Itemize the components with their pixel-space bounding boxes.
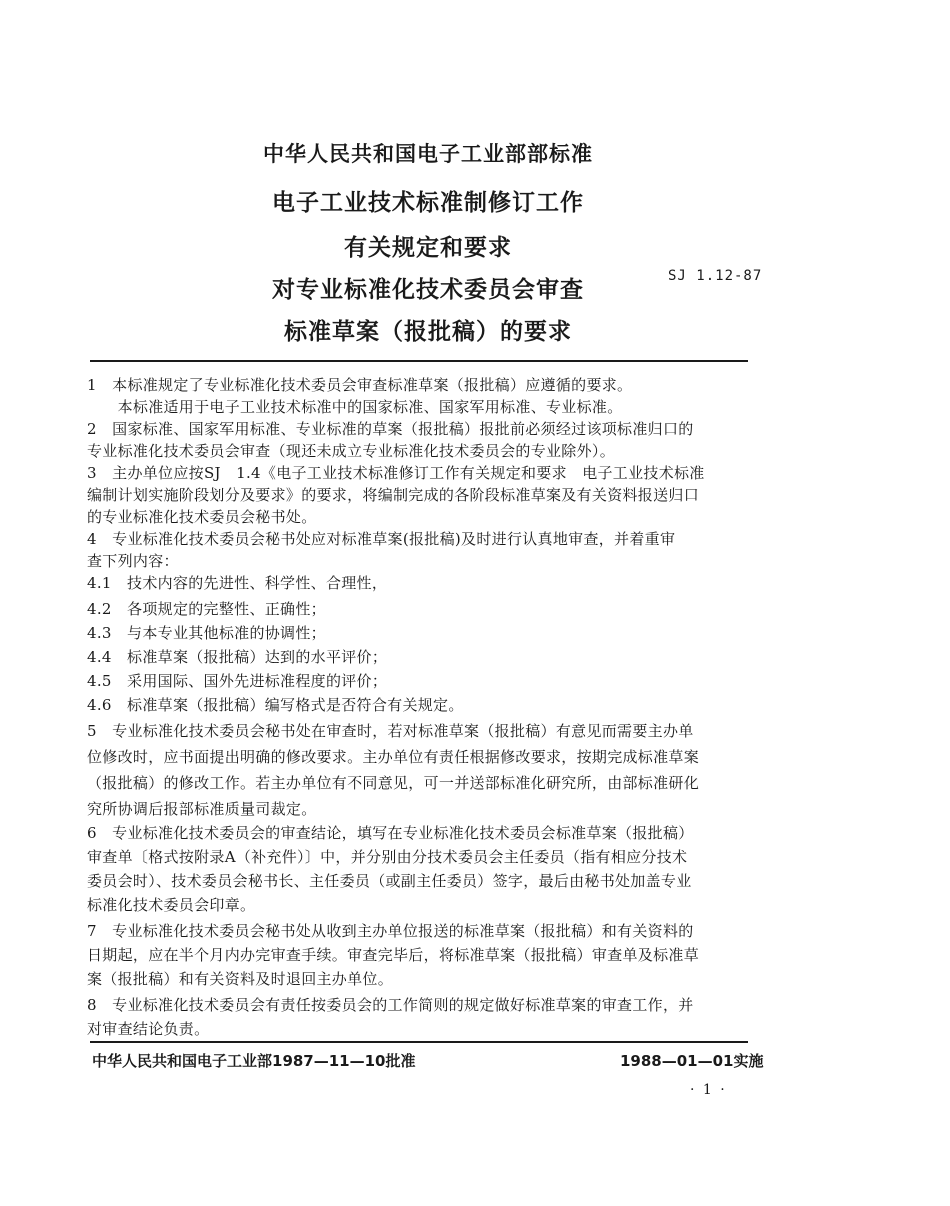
body-line: 4 专业标准化技术委员会秘书处应对标准草案(报批稿)及时进行认真地审查，并着重审 bbox=[87, 530, 676, 548]
approval-date: 中华人民共和国电子工业部1987—11—10批准 bbox=[92, 1052, 416, 1070]
body-line: 究所协调后报部标准质量司裁定。 bbox=[87, 800, 317, 818]
issuing-organization: 中华人民共和国电子工业部部标准 bbox=[263, 142, 593, 166]
body-line: 本标准适用于电子工业技术标准中的国家标准、国家军用标准、专业标准。 bbox=[87, 398, 623, 416]
standard-code: SJ 1.12-87 bbox=[668, 268, 763, 284]
title-line-3: 对专业标准化技术委员会审查 bbox=[272, 277, 584, 303]
body-line: 标准化技术委员会印章。 bbox=[87, 896, 256, 914]
body-line: 4.1 技术内容的先进性、科学性、合理性， bbox=[87, 574, 388, 592]
body-line: （报批稿）的修改工作。若主办单位有不同意见，可一并送部标准化研究所，由部标准研化 bbox=[87, 774, 700, 792]
body-line: 日期起，应在半个月内办完审查手续。审查完毕后，将标准草案（报批稿）审查单及标准草 bbox=[87, 946, 700, 964]
body-line: 1 本标准规定了专业标准化技术委员会审查标准草案（报批稿）应遵循的要求。 bbox=[87, 376, 633, 394]
footer-divider bbox=[90, 1041, 748, 1043]
title-line-1: 电子工业技术标准制修订工作 bbox=[272, 190, 584, 216]
body-line: 6 专业标准化技术委员会的审查结论，填写在专业标准化技术委员会标准草案（报批稿） bbox=[87, 824, 694, 842]
body-line: 的专业标准化技术委员会秘书处。 bbox=[87, 508, 317, 526]
body-line: 查下列内容： bbox=[87, 552, 179, 570]
title-line-2: 有关规定和要求 bbox=[344, 235, 512, 261]
body-line: 位修改时，应书面提出明确的修改要求。主办单位有责任根据修改要求，按期完成标准草案 bbox=[87, 748, 700, 766]
body-line: 审查单〔格式按附录A（补充件）〕中，并分别由分技术委员会主任委员（指有相应分技术 bbox=[87, 848, 688, 866]
body-line: 7 专业标准化技术委员会秘书处从收到主办单位报送的标准草案（报批稿）和有关资料的 bbox=[87, 922, 694, 940]
body-line: 委员会时）、技术委员会秘书长、主任委员（或副主任委员）签字，最后由秘书处加盖专业 bbox=[87, 872, 692, 890]
body-line: 编制计划实施阶段划分及要求》的要求，将编制完成的各阶段标准草案及有关资料报送归口 bbox=[87, 486, 700, 504]
body-line: 8 专业标准化技术委员会有责任按委员会的工作简则的规定做好标准草案的审查工作，并 bbox=[87, 996, 694, 1014]
body-line: 4.5 采用国际、国外先进标准程度的评价； bbox=[87, 672, 388, 690]
body-line: 3 主办单位应按SJ 1.4《电子工业技术标准修订工作有关规定和要求 电子工业技术标准 bbox=[87, 464, 705, 482]
body-line: 4.3 与本专业其他标准的协调性； bbox=[87, 624, 326, 642]
body-line: 案（报批稿）和有关资料及时退回主办单位。 bbox=[87, 970, 394, 988]
effective-date: 1988—01—01实施 bbox=[620, 1052, 764, 1070]
body-line: 2 国家标准、国家军用标准、专业标准的草案（报批稿）报批前必须经过该项标准归口的 bbox=[87, 420, 694, 438]
title-line-4: 标准草案（报批稿）的要求 bbox=[284, 319, 572, 345]
body-line: 对审查结论负责。 bbox=[87, 1020, 210, 1038]
body-line: 4.4 标准草案（报批稿）达到的水平评价； bbox=[87, 648, 388, 666]
body-line: 4.2 各项规定的完整性、正确性； bbox=[87, 600, 326, 618]
body-line: 5 专业标准化技术委员会秘书处在审查时，若对标准草案（报批稿）有意见而需要主办单 bbox=[87, 722, 694, 740]
body-line: 专业标准化技术委员会审查（现还未成立专业标准化技术委员会的专业除外）。 bbox=[87, 442, 616, 460]
body-line: 4.6 标准草案（报批稿）编写格式是否符合有关规定。 bbox=[87, 696, 464, 714]
header-divider bbox=[90, 360, 748, 362]
page-number: · 1 · bbox=[690, 1082, 727, 1098]
